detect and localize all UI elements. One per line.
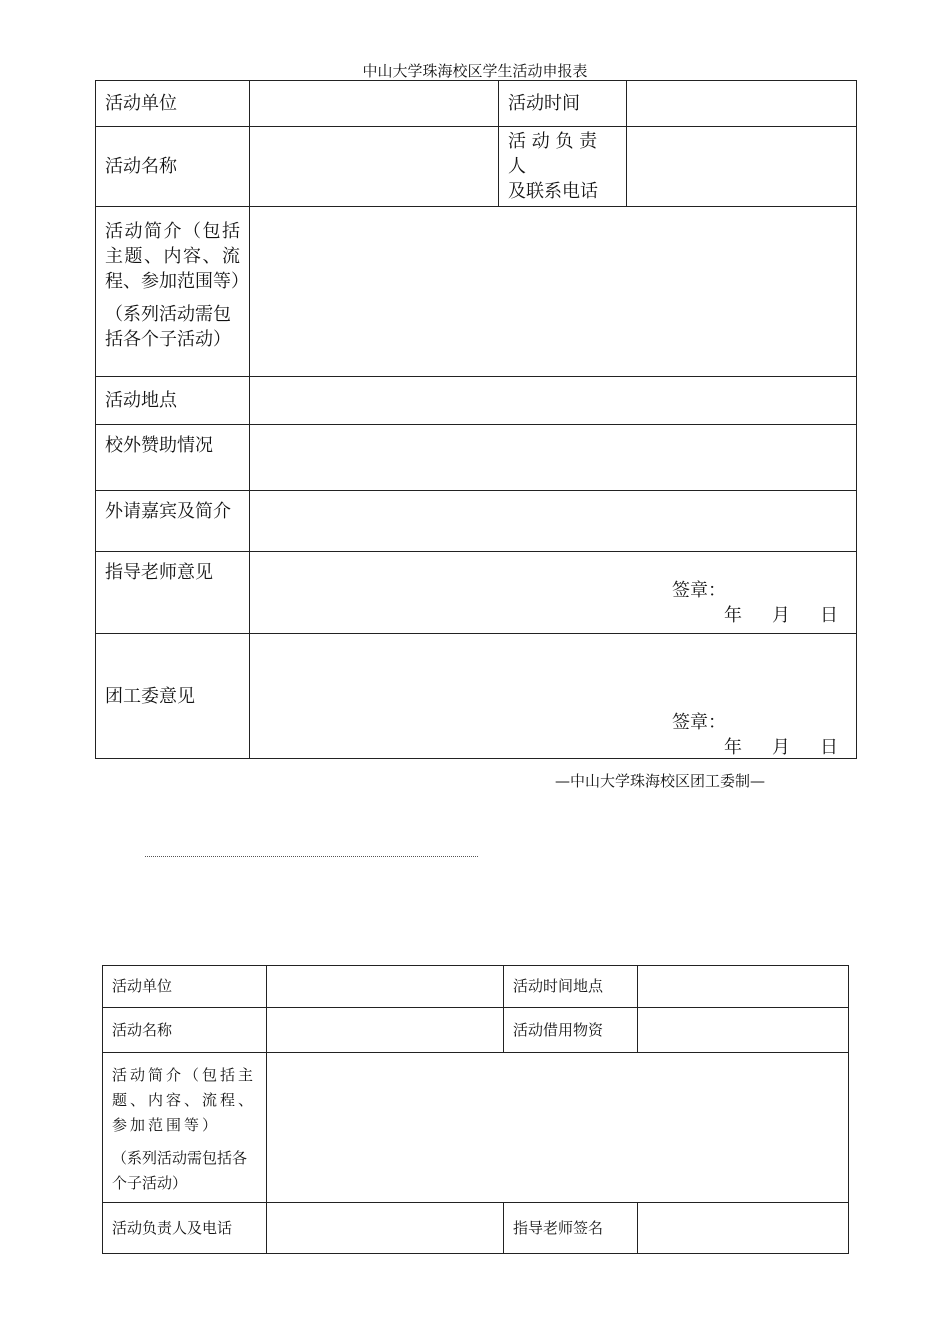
location-field[interactable] (250, 377, 857, 425)
league-stamp-label: 签章： (672, 712, 726, 733)
league-opinion-field[interactable] (250, 634, 857, 759)
leader-phone-label: 活动负责人及电话 (103, 1203, 267, 1254)
borrow-label: 活动借用物资 (504, 1008, 638, 1053)
year-label: 年 (724, 737, 742, 758)
leader-field[interactable] (627, 127, 857, 207)
activity-application-form (95, 80, 857, 759)
league-opinion-label: 团工委意见 (96, 634, 250, 759)
time-place-field[interactable] (638, 966, 849, 1008)
year-label: 年 (724, 605, 742, 626)
month-label: 月 (772, 737, 790, 758)
leader-label-line1: 活 动 负 责 人 (508, 131, 598, 177)
leader-label-line2: 及联系电话 (508, 181, 598, 202)
guest-label: 外请嘉宾及简介 (96, 491, 250, 552)
issuer-footer: —中山大学珠海校区团工委制— (555, 772, 766, 790)
time-place-label: 活动时间地点 (504, 966, 638, 1008)
sponsor-label: 校外赞助情况 (96, 425, 250, 491)
guest-field[interactable] (250, 491, 857, 552)
teacher-date (694, 603, 838, 628)
intro-field-2[interactable] (267, 1053, 849, 1203)
intro-label-text-2: 活动简介（包括主题、内容、流程、参加范围等） (112, 1066, 257, 1134)
teacher-sign-field[interactable] (638, 1203, 849, 1254)
sponsor-field[interactable] (250, 425, 857, 491)
location-label: 活动地点 (96, 377, 250, 425)
day-label: 日 (820, 737, 838, 758)
intro-field[interactable] (250, 207, 857, 377)
activity-form-short (102, 965, 849, 1254)
leader-label (499, 127, 627, 207)
intro-note: （系列活动需包括各个子活动） (105, 304, 231, 350)
intro-note-2: （系列活动需包括各个子活动） (112, 1149, 248, 1192)
name-label-2: 活动名称 (103, 1008, 267, 1053)
teacher-opinion-field[interactable] (250, 552, 857, 634)
intro-label-text: 活动简介（包括主题、内容、流程、参加范围等） (105, 221, 249, 292)
name-label: 活动名称 (96, 127, 250, 207)
name-field[interactable] (250, 127, 499, 207)
time-field[interactable] (627, 81, 857, 127)
time-label: 活动时间 (499, 81, 627, 127)
dotted-divider (145, 856, 478, 857)
teacher-opinion-label: 指导老师意见 (96, 552, 250, 634)
unit-label-2: 活动单位 (103, 966, 267, 1008)
unit-field[interactable] (250, 81, 499, 127)
teacher-sign-label: 指导老师签名 (504, 1203, 638, 1254)
unit-label: 活动单位 (96, 81, 250, 127)
unit-field-2[interactable] (267, 966, 504, 1008)
intro-label (96, 207, 250, 377)
day-label: 日 (820, 605, 838, 626)
name-field-2[interactable] (267, 1008, 504, 1053)
borrow-field[interactable] (638, 1008, 849, 1053)
league-date (694, 735, 838, 760)
intro-label-2 (103, 1053, 267, 1203)
form-title: 中山大学珠海校区学生活动申报表 (362, 62, 588, 80)
month-label: 月 (772, 605, 790, 626)
teacher-stamp-label: 签章： (672, 580, 726, 601)
leader-phone-field[interactable] (267, 1203, 504, 1254)
